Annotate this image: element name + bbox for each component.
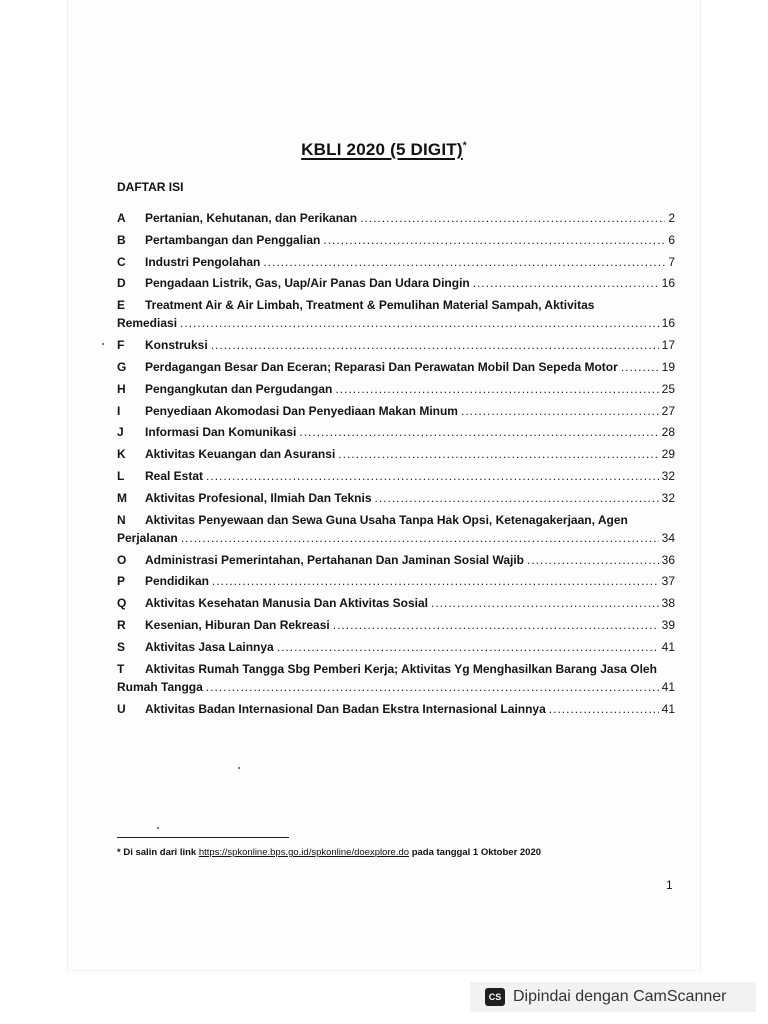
toc-entry-letter: U: [117, 701, 126, 716]
toc-leader-dots: [360, 211, 665, 225]
toc-entry-title: Perdagangan Besar Dan Eceran; Reparasi Dan Perawatan Mobil Dan Sepeda Motor: [145, 359, 618, 374]
toc-entry-title: Pendidikan: [145, 574, 210, 589]
toc-entry-title: Aktivitas Profesional, Ilmiah Dan Teknis: [145, 490, 372, 505]
toc-entry-title: Konstruksi: [145, 338, 208, 353]
toc-entry-page: 41: [661, 701, 675, 716]
toc-entry-letter: B: [117, 232, 126, 247]
toc-entry-letter: D: [117, 276, 126, 291]
toc-entry[interactable]: [117, 382, 675, 404]
footnote: [117, 847, 541, 858]
toc-entry[interactable]: [117, 404, 675, 426]
toc-entry-letter: M: [117, 490, 127, 505]
document-title: [0, 140, 768, 160]
toc-entry-page: 39: [661, 617, 675, 632]
toc-entry-letter: R: [117, 617, 126, 632]
toc-entry[interactable]: [117, 553, 675, 575]
toc-leader-dots: [212, 574, 659, 588]
toc-entry-page: 27: [661, 403, 675, 418]
toc-leader-dots: [211, 338, 659, 352]
footnote-suffix: pada tanggal 1 Oktober 2020: [411, 847, 542, 858]
title-text: KBLI 2020 (5 DIGIT): [301, 140, 463, 159]
toc-entry-letter: K: [117, 447, 126, 462]
table-of-contents: [117, 211, 675, 723]
toc-leader-dots: [473, 276, 659, 290]
toc-entry-page: 28: [661, 425, 675, 440]
toc-entry[interactable]: [117, 255, 675, 277]
toc-entry-page: 25: [661, 381, 675, 396]
toc-entry-page: 6: [668, 232, 675, 247]
footnote-divider: [117, 837, 289, 838]
toc-entry-letter: N: [117, 512, 126, 527]
toc-leader-dots: [181, 531, 659, 545]
toc-entry-page: 17: [661, 338, 675, 353]
toc-leader-dots: [621, 360, 659, 374]
toc-leader-dots: [277, 640, 659, 654]
toc-heading: DAFTAR ISI: [117, 180, 184, 194]
toc-entry-page: 37: [661, 574, 675, 589]
toc-entry[interactable]: [117, 469, 675, 491]
scan-speck: [238, 767, 240, 769]
toc-entry-title: Aktivitas Rumah Tangga Sbg Pemberi Kerja; Aktivitas Yg Menghasilkan Barang Jasa Oleh: [145, 661, 657, 676]
toc-entry[interactable]: [117, 425, 675, 447]
toc-leader-dots: [333, 618, 659, 632]
toc-entry-page: 32: [661, 468, 675, 483]
toc-leader-dots: [431, 596, 659, 610]
toc-entry-title: Aktivitas Badan Internasional Dan Badan Ekstra Internasional Lainnya: [145, 701, 546, 716]
toc-entry-letter: F: [117, 338, 125, 353]
toc-leader-dots: [263, 255, 665, 269]
toc-entry-letter: C: [117, 254, 126, 269]
camscanner-watermark: [470, 982, 756, 1012]
toc-entry-title: Pertambangan dan Penggalian: [145, 232, 321, 247]
toc-entry-letter: T: [117, 661, 125, 676]
toc-entry-title: Informasi Dan Komunikasi: [145, 425, 297, 440]
toc-entry-page: 32: [661, 490, 675, 505]
scan-speck: [157, 827, 159, 829]
toc-entry[interactable]: [117, 298, 675, 338]
toc-entry-title-continued: Perjalanan: [117, 530, 178, 545]
toc-leader-dots: [375, 491, 659, 505]
toc-entry-page: 29: [661, 447, 675, 462]
toc-entry-letter: J: [117, 425, 124, 440]
toc-entry-letter: O: [117, 552, 127, 567]
toc-entry-title: Treatment Air & Air Limbah, Treatment & Pemulihan Material Sampah, Aktivitas: [145, 298, 595, 313]
toc-entry-title: Kesenian, Hiburan Dan Rekreasi: [145, 617, 330, 632]
toc-entry-title: Aktivitas Kesehatan Manusia Dan Aktivitas Sosial: [145, 596, 428, 611]
toc-entry-page: 38: [661, 596, 675, 611]
toc-entry-title: Penyediaan Akomodasi Dan Penyediaan Makan Minum: [145, 403, 458, 418]
toc-entry-title: Aktivitas Keuangan dan Asuransi: [145, 447, 336, 462]
toc-entry-letter: H: [117, 381, 126, 396]
footnote-link[interactable]: https://spkonline.bps.go.id/spkonline/doexplore.do: [198, 847, 410, 858]
toc-entry[interactable]: [117, 702, 675, 724]
toc-entry-letter: S: [117, 639, 126, 654]
toc-leader-dots: [549, 702, 659, 716]
toc-entry-letter: L: [117, 468, 125, 483]
title-footnote-mark: *: [462, 140, 467, 152]
toc-entry-title: Pertanian, Kehutanan, dan Perikanan: [145, 211, 358, 225]
toc-entry[interactable]: [117, 596, 675, 618]
toc-entry-title-continued: Rumah Tangga: [117, 679, 203, 694]
toc-leader-dots: [323, 233, 665, 247]
toc-entry[interactable]: [117, 211, 675, 233]
toc-entry-page: 19: [661, 359, 675, 374]
toc-entry-page: 2: [668, 211, 675, 225]
toc-entry[interactable]: [117, 640, 675, 662]
toc-entry[interactable]: [117, 338, 675, 360]
toc-entry-page: 16: [661, 276, 675, 291]
toc-entry-page: 41: [661, 639, 675, 654]
scan-speck: [102, 343, 104, 345]
toc-leader-dots: [338, 447, 658, 461]
toc-entry-letter: P: [117, 574, 126, 589]
toc-leader-dots: [206, 469, 659, 483]
toc-entry-letter: E: [117, 298, 126, 313]
footnote-prefix: Di salin dari link: [123, 847, 197, 858]
toc-entry-title: Pengadaan Listrik, Gas, Uap/Air Panas Dan Udara Dingin: [145, 276, 470, 291]
camscanner-logo-icon: CS: [485, 988, 505, 1006]
toc-entry[interactable]: [117, 491, 675, 513]
toc-entry-letter: G: [117, 359, 127, 374]
watermark-text: Dipindai dengan CamScanner: [513, 988, 727, 1005]
toc-leader-dots: [206, 680, 659, 694]
toc-entry-letter: I: [117, 403, 121, 418]
toc-entry-letter: A: [117, 211, 126, 225]
toc-entry-page: 7: [668, 254, 675, 269]
toc-entry-letter: Q: [117, 596, 127, 611]
footnote-mark: *: [117, 847, 121, 858]
toc-leader-dots: [461, 404, 659, 418]
toc-leader-dots: [180, 316, 659, 330]
toc-entry-title: Aktivitas Penyewaan dan Sewa Guna Usaha Tanpa Hak Opsi, Ketenagakerjaan, Agen: [145, 512, 628, 527]
toc-entry[interactable]: [117, 662, 675, 702]
toc-entry-title: Aktivitas Jasa Lainnya: [145, 639, 274, 654]
toc-entry[interactable]: [117, 513, 675, 553]
toc-leader-dots: [299, 425, 658, 439]
page-number: 1: [666, 878, 673, 892]
toc-entry[interactable]: [117, 276, 675, 298]
toc-entry[interactable]: [117, 574, 675, 596]
toc-entry-page: 36: [661, 552, 675, 567]
toc-entry-page: 41: [661, 679, 675, 694]
toc-entry-title: Industri Pengolahan: [145, 254, 261, 269]
toc-leader-dots: [527, 553, 659, 567]
toc-entry[interactable]: [117, 233, 675, 255]
toc-entry[interactable]: [117, 447, 675, 469]
toc-entry[interactable]: [117, 360, 675, 382]
toc-entry-title-continued: Remediasi: [117, 316, 178, 331]
toc-entry-title: Pengangkutan dan Pergudangan: [145, 381, 333, 396]
toc-entry-title: Real Estat: [145, 468, 204, 483]
toc-leader-dots: [335, 382, 658, 396]
toc-entry-page: 34: [661, 530, 675, 545]
toc-entry-page: 16: [661, 316, 675, 331]
toc-entry[interactable]: [117, 618, 675, 640]
toc-entry-title: Administrasi Pemerintahan, Pertahanan Dan Jaminan Sosial Wajib: [145, 552, 524, 567]
